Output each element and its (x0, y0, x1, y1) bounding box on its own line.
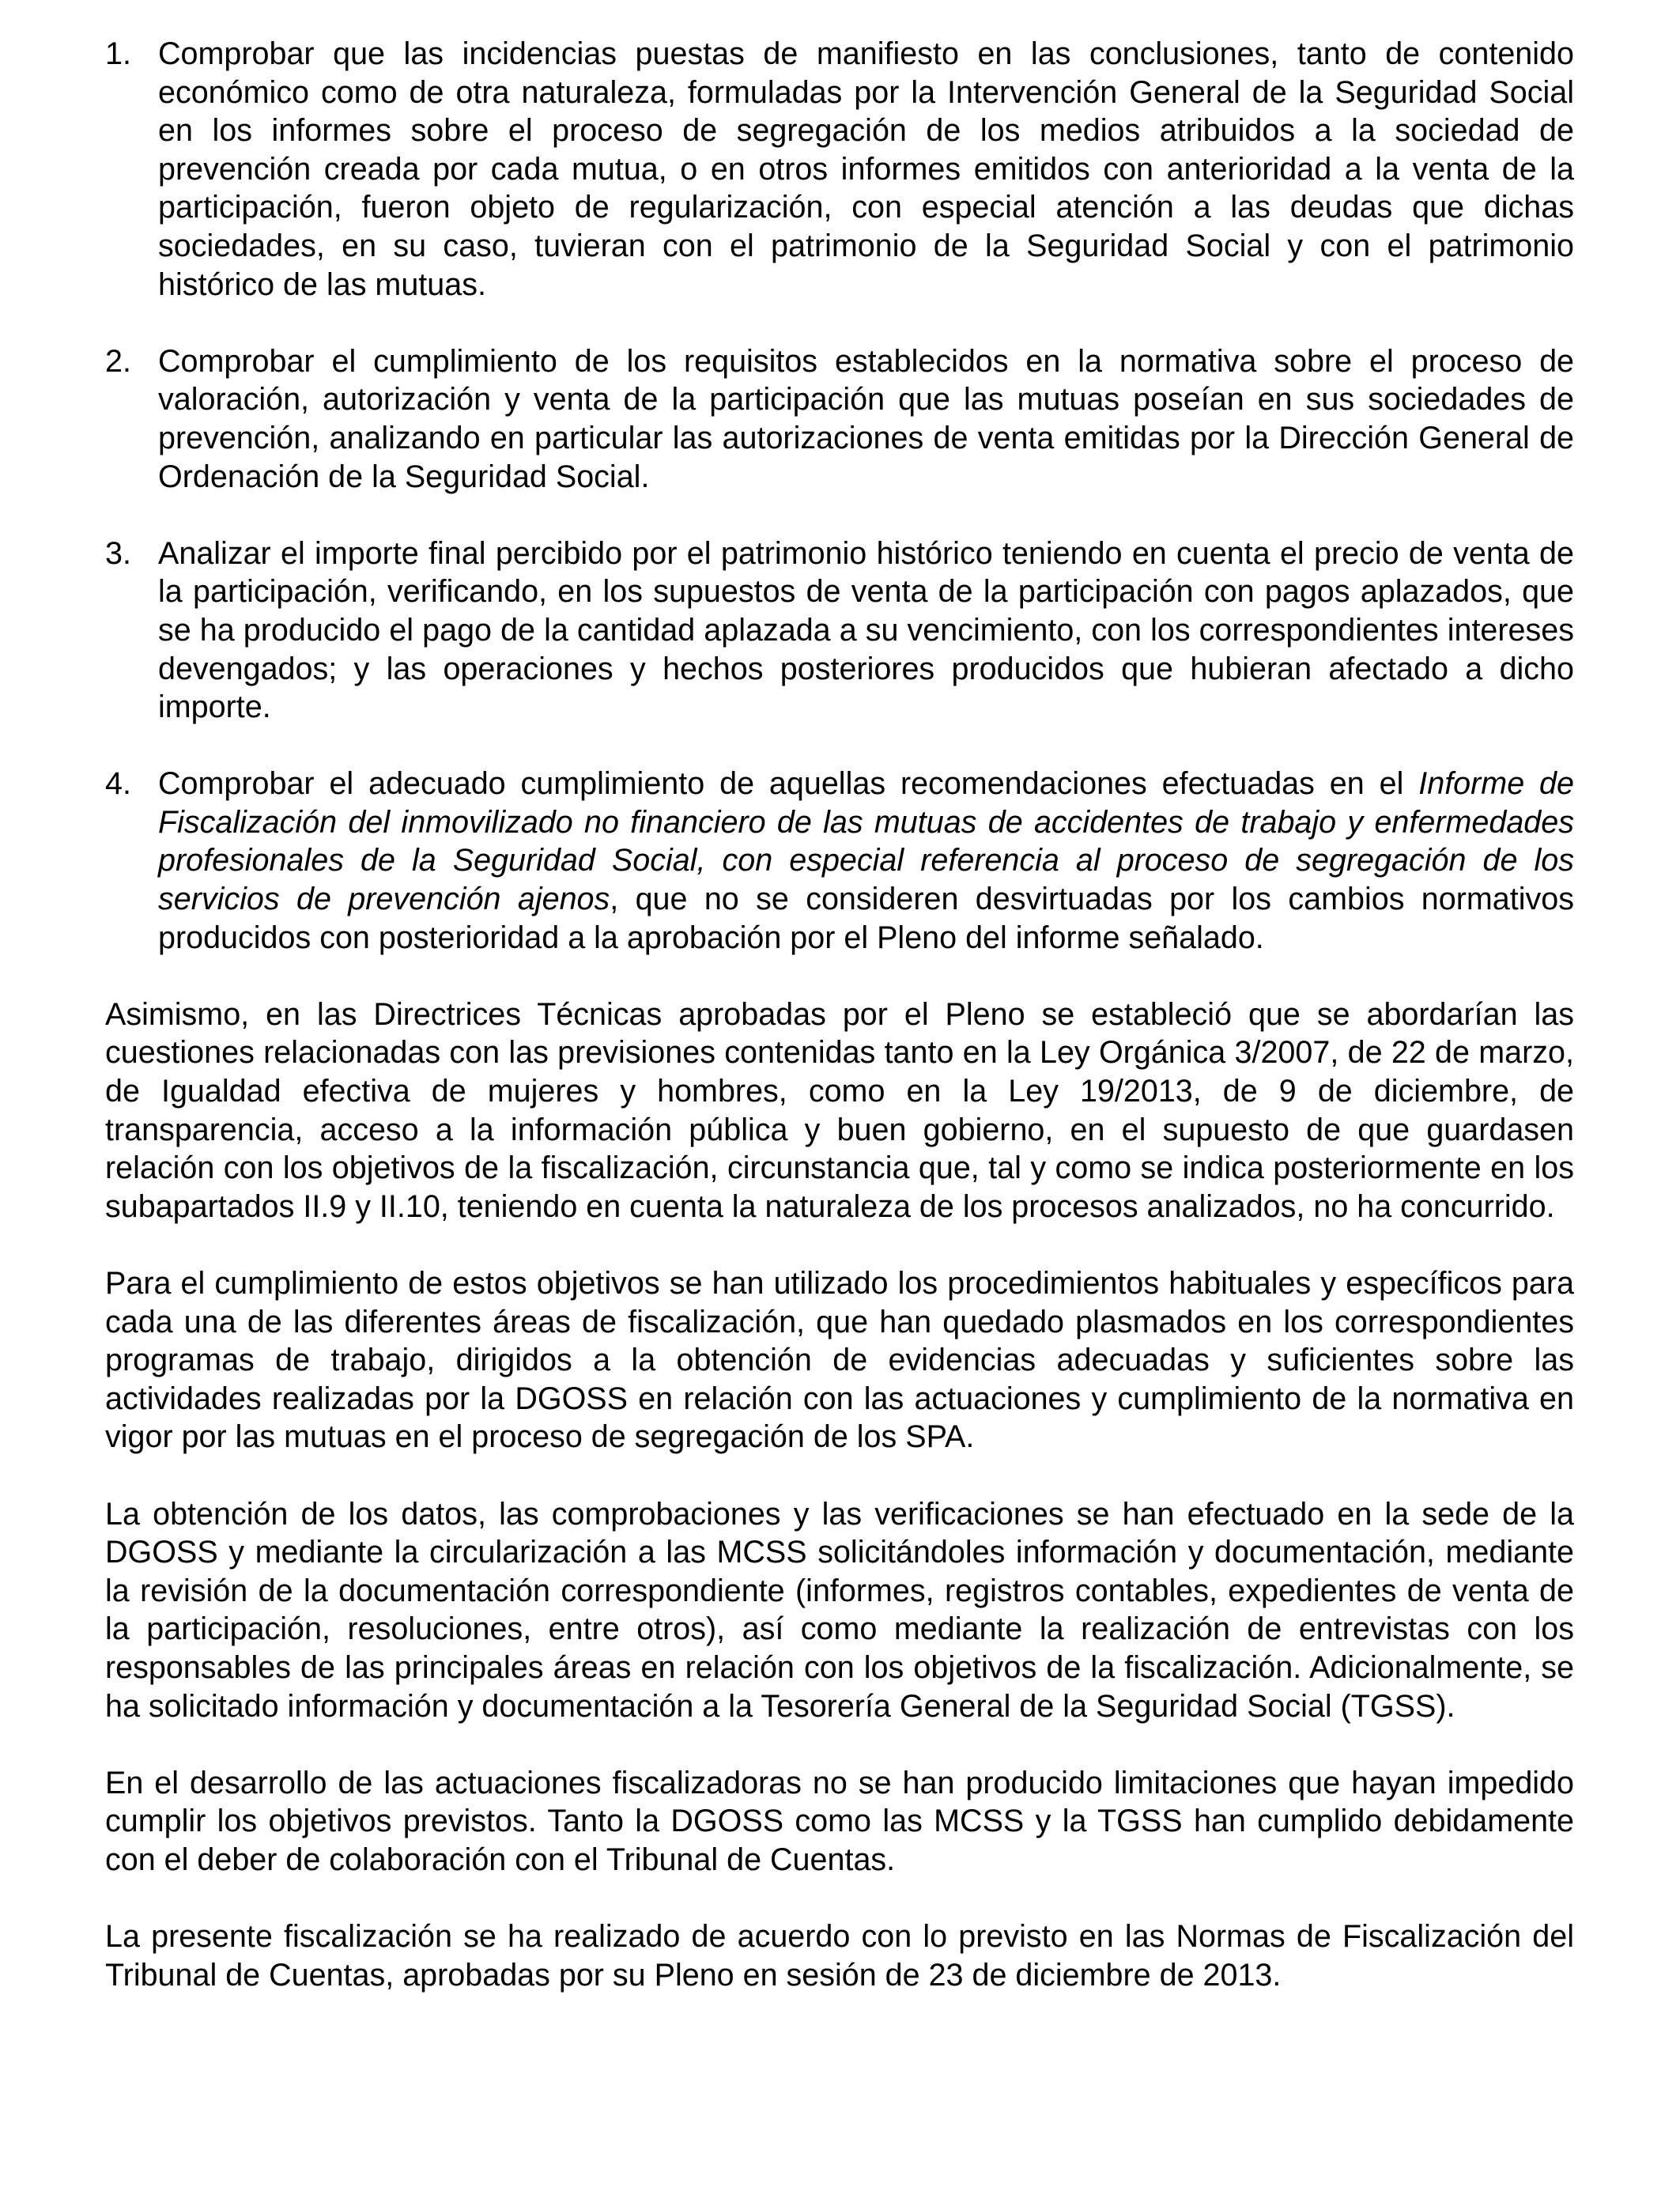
list-item-text: Comprobar el cumplimiento de los requisitos establecidos en la normativa sobre el proceso de valoración, autorización y venta de la participación que las mutuas poseían en sus sociedades de prevención, analizando en particular las autorizaciones de venta emitidas por la Dirección General de Ordenación de la Seguridad Social. (158, 343, 1574, 494)
list-number: 1. (105, 36, 131, 71)
list-item-text-after: , que no se consideren desvirtuadas por los cambios normativos producidos con posterioridad a la aprobación por el Pleno del informe señalado. (158, 882, 1574, 955)
paragraph-procedimientos: Para el cumplimiento de estos objetivos se han utilizado los procedimientos habituales y específicos para cada una de las diferentes áreas de fiscalización, que han quedado plasmados en los correspondientes programas de trabajo, dirigidos a la obtención de evidencias adecuadas y suficientes sobre las actividades realizadas por la DGOSS en relación con las actuaciones y cumplimiento de la normativa en vigor por las mutuas en el proceso de segregación de los SPA. (105, 1266, 1574, 1455)
paragraph-directrices: Asimismo, en las Directrices Técnicas aprobadas por el Pleno se estableció que se abordarían las cuestiones relacionadas con las previsiones contenidas tanto en la Ley Orgánica 3/2007, de 22 de marzo, de Igualdad efectiva de mujeres y hombres, como en la Ley 19/2013, de 9 de diciembre, de transparencia, acceso a la información pública y buen gobierno, en el supuesto de que guardasen relación con los objetivos de la fiscalización, circunstancia que, tal y como se indica posteriormente en los subapartados II.9 y II.10, teniendo en cuenta la naturaleza de los procesos analizados, no ha concurrido. (105, 996, 1574, 1224)
list-item-text: Analizar el importe final percibido por el patrimonio histórico teniendo en cuenta el precio de venta de la participación, verificando, en los supuestos de venta de la participación con pagos aplazados, que se ha producido el pago de la cantidad aplazada a su vencimiento, con los correspondientes intereses devengados; y las operaciones y hechos posteriores producidos que hubieran afectado a dicho importe. (158, 535, 1574, 725)
list-number: 4. (105, 766, 131, 802)
list-item-text-before: Comprobar el adecuado cumplimiento de aquellas recomendaciones efectuadas en el (158, 766, 1419, 802)
report-title-italic: Informe de Fiscalización del inmovilizado no financiero de las mutuas de accidentes de trabajo y enfermedades profesionales de la Seguridad Social, con especial referencia al proceso de segregación de los servicios de prevención ajenos (158, 766, 1574, 917)
list-item-text (158, 766, 1574, 954)
document-page (105, 35, 1574, 2033)
list-number: 2. (105, 343, 131, 379)
objective-item-4 (105, 765, 1574, 957)
paragraph-obtencion-datos: La obtención de los datos, las comprobaciones y las verificaciones se han efectuado en la sede de la DGOSS y mediante la circularización a las MCSS solicitándoles información y documentación, mediante la revisión de la documentación correspondiente (informes, registros contables, expedientes de venta de la participación, resoluciones, entre otros), así como mediante la realización de entrevistas con los responsables de las principales áreas en relación con los objetivos de la fiscalización. Adicionalmente, se ha solicitado información y documentación a la Tesorería General de la Seguridad Social (TGSS). (105, 1496, 1574, 1724)
list-item-text: Comprobar que las incidencias puestas de manifiesto en las conclusiones, tanto de contenido económico como de otra naturaleza, formuladas por la Intervención General de la Seguridad Social en los informes sobre el proceso de segregación de los medios atribuidos a la sociedad de prevención creada por cada mutua, o en otros informes emitidos con anterioridad a la venta de la participación, fueron objeto de regularización, con especial atención a las deudas que dichas sociedades, en su caso, tuvieran con el patrimonio de la Seguridad Social y con el patrimonio histórico de las mutuas. (158, 36, 1574, 302)
paragraph-normas: La presente fiscalización se ha realizado de acuerdo con lo previsto en las Normas de Fiscalización del Tribunal de Cuentas, aprobadas por su Pleno en sesión de 23 de diciembre de 2013. (105, 1919, 1574, 1993)
objective-item-3 (105, 535, 1574, 727)
paragraph-limitaciones: En el desarrollo de las actuaciones fiscalizadoras no se han producido limitaciones que hayan impedido cumplir los objetivos previstos. Tanto la DGOSS como las MCSS y la TGSS han cumplido debidamente con el deber de colaboración con el Tribunal de Cuentas. (105, 1765, 1574, 1877)
list-number: 3. (105, 535, 131, 571)
objective-item-2 (105, 342, 1574, 496)
objective-item-1 (105, 35, 1574, 304)
